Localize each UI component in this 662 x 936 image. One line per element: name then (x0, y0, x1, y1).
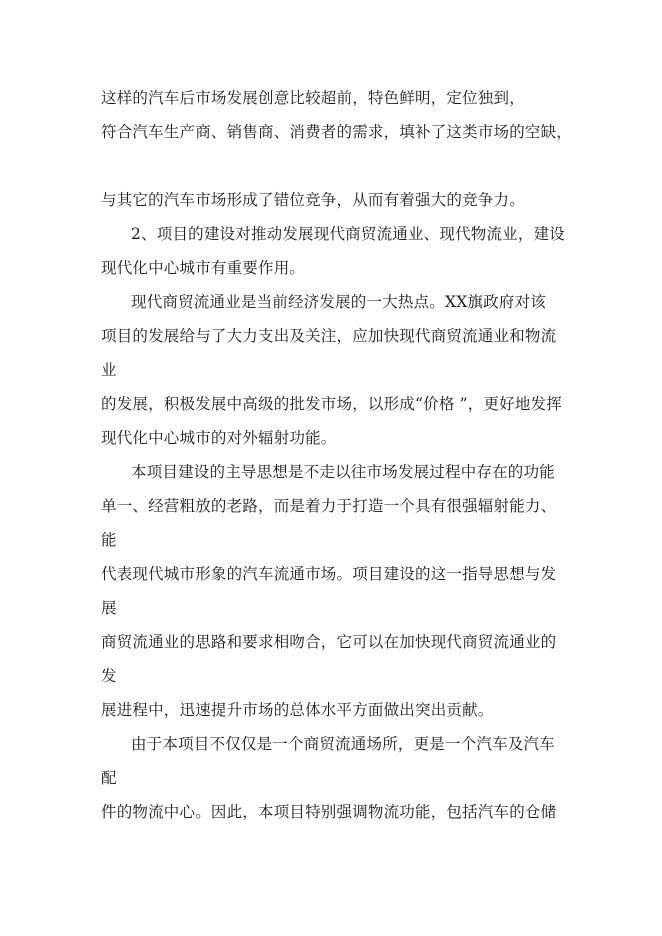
text-line-1: 这样的汽车后市场发展创意比较超前，特色鲜明，定位独到， (101, 89, 525, 107)
text-line-20: 配 (101, 769, 117, 787)
text-line-16: 商贸流通业的思路和要求相吻合，它可以在加快现代商贸流通业的 (101, 633, 557, 651)
text-line-6: 现代商贸流通业是当前经济发展的一大热点。XX旗政府对该 (131, 293, 546, 311)
text-line-4: 2、项目的建设对推动发展现代商贸流通业、现代物流业，建设 (131, 225, 565, 243)
text-line-21: 件的物流中心。因此，本项目特别强调物流功能，包括汽车的仓储 (101, 803, 557, 821)
text-line-13: 能 (101, 531, 117, 549)
text-line-15: 展 (101, 599, 117, 617)
text-line-7: 项目的发展给与了大力支出及关注，应加快现代商贸流通业和物流 (101, 327, 557, 345)
text-line-11: 本项目建设的主导思想是不走以往市场发展过程中存在的功能 (131, 463, 555, 481)
text-line-2: 符合汽车生产商、销售商、消费者的需求，填补了这类市场的空缺， (101, 123, 573, 141)
text-line-5: 现代化中心城市有重要作用。 (101, 259, 306, 277)
text-line-3: 与其它的汽车市场形成了错位竞争，从而有着强大的竞争力。 (101, 191, 525, 209)
text-line-10: 现代化中心城市的对外辐射功能。 (101, 429, 337, 447)
text-line-14: 代表现代城市形象的汽车流通市场。项目建设的这一指导思想与发 (101, 565, 557, 583)
text-line-8: 业 (101, 361, 117, 379)
text-line-19: 由于本项目不仅仅是一个商贸流通场所，更是一个汽车及汽车 (131, 735, 555, 753)
text-line-18: 展进程中，迅速提升市场的总体水平方面做出突出贡献。 (101, 701, 494, 719)
text-line-12: 单一、经营粗放的老路，而是着力于打造一个具有很强辐射能力、 (101, 497, 557, 515)
text-line-17: 发 (101, 667, 117, 685)
text-line-9: 的发展，积极发展中高级的批发市场，以形成“价格 ”，更好地发挥 (101, 395, 562, 413)
